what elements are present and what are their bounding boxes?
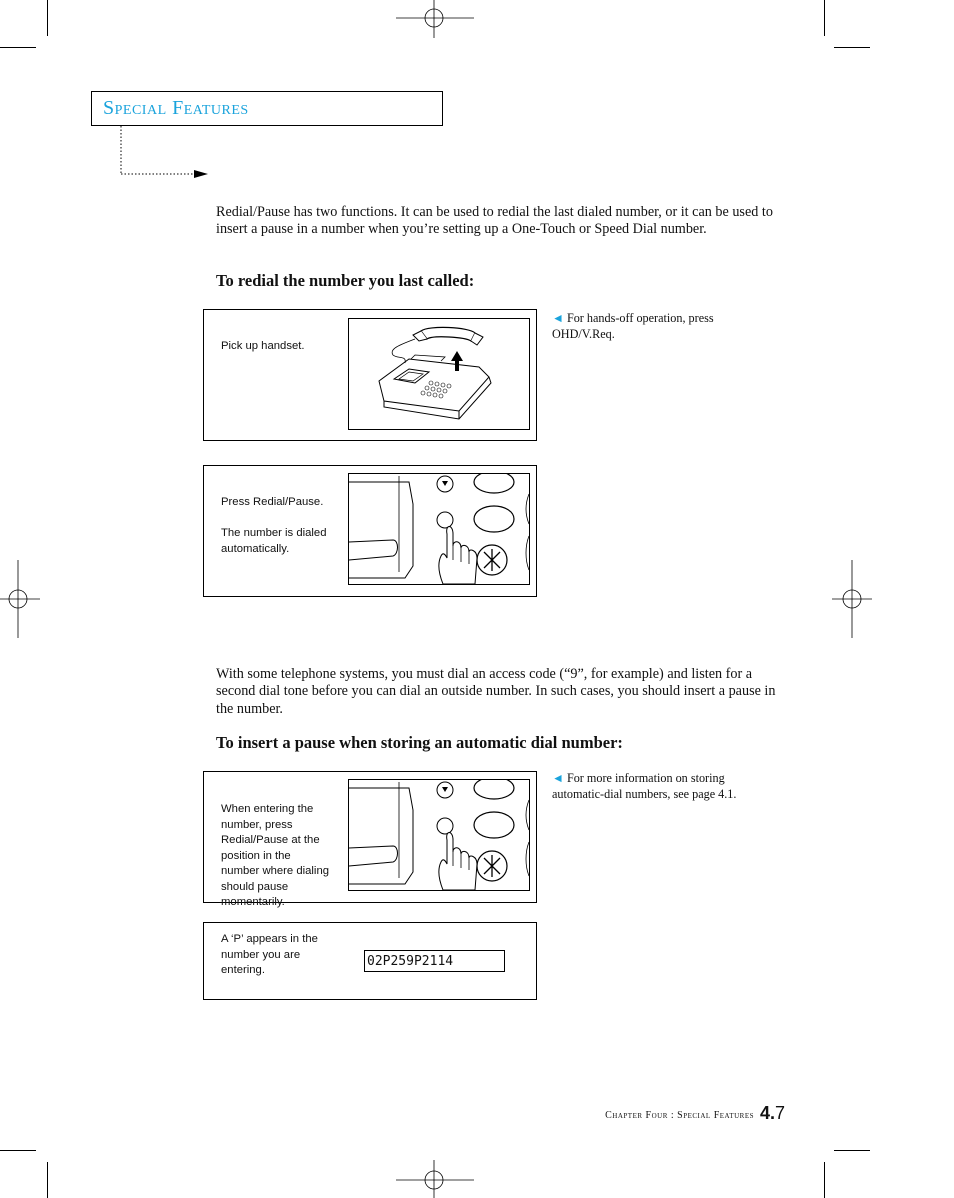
registration-mark-icon bbox=[396, 1160, 474, 1198]
lcd-display: 02P259P2114 bbox=[364, 950, 505, 972]
step-text-redial-1: Press Redial/Pause. bbox=[221, 496, 324, 508]
fax-machine-illustration bbox=[348, 318, 530, 430]
crop-mark bbox=[47, 1162, 48, 1198]
dotted-pointer-icon bbox=[118, 126, 213, 180]
note-hands-off bbox=[552, 311, 772, 342]
section-heading-redial: To redial the number you last called: bbox=[216, 271, 475, 290]
note-more-info bbox=[552, 771, 772, 802]
step-text-redial-2: The number is dialed automatically. bbox=[221, 527, 327, 555]
crop-mark bbox=[0, 1150, 36, 1151]
note-arrow-icon: ◄ bbox=[552, 311, 564, 325]
footer-chapter: Chapter Four : Special Features bbox=[605, 1110, 754, 1121]
keypad-finger-illustration bbox=[348, 779, 530, 891]
registration-mark-icon bbox=[0, 560, 40, 638]
crop-mark bbox=[0, 47, 36, 48]
registration-mark-icon bbox=[832, 560, 872, 638]
note-more-info-text: For more information on storing automatic-dial numbers, see page 4.1. bbox=[552, 771, 737, 801]
intro-paragraph: Redial/Pause has two functions. It can be used to redial the last dialed number, or it can be used to insert a pause in a number when you’re setting up a One-Touch or Speed Dial number. bbox=[216, 204, 773, 238]
crop-mark bbox=[824, 0, 825, 36]
page-number-major: 4. bbox=[760, 1103, 776, 1123]
section-heading-pause: To insert a pause when storing an automatic dial number: bbox=[216, 733, 623, 752]
step-text-pause: When entering the number, press Redial/Pause at the position in the number where dialing should pause momentarily. bbox=[221, 803, 330, 908]
keypad-finger-illustration bbox=[348, 473, 530, 585]
note-arrow-icon: ◄ bbox=[552, 771, 564, 785]
step-text-pickup: Pick up handset. bbox=[221, 340, 305, 352]
pause-intro-paragraph: With some telephone systems, you must dial an access code (“9”, for example) and listen for a second dial tone before you can dial an outside number. In such cases, you should insert a pause in the number. bbox=[216, 666, 776, 717]
page-title: Special Features bbox=[103, 97, 249, 119]
page-number bbox=[760, 1103, 785, 1124]
step-text-display: A ‘P’ appears in the number you are entering. bbox=[221, 933, 318, 976]
crop-mark bbox=[47, 0, 48, 36]
crop-mark bbox=[834, 1150, 870, 1151]
registration-mark-icon bbox=[396, 0, 474, 40]
crop-mark bbox=[824, 1162, 825, 1198]
note-hands-off-text: For hands-off operation, press OHD/V.Req. bbox=[552, 311, 714, 341]
crop-mark bbox=[834, 47, 870, 48]
page-number-minor: 7 bbox=[775, 1103, 786, 1123]
